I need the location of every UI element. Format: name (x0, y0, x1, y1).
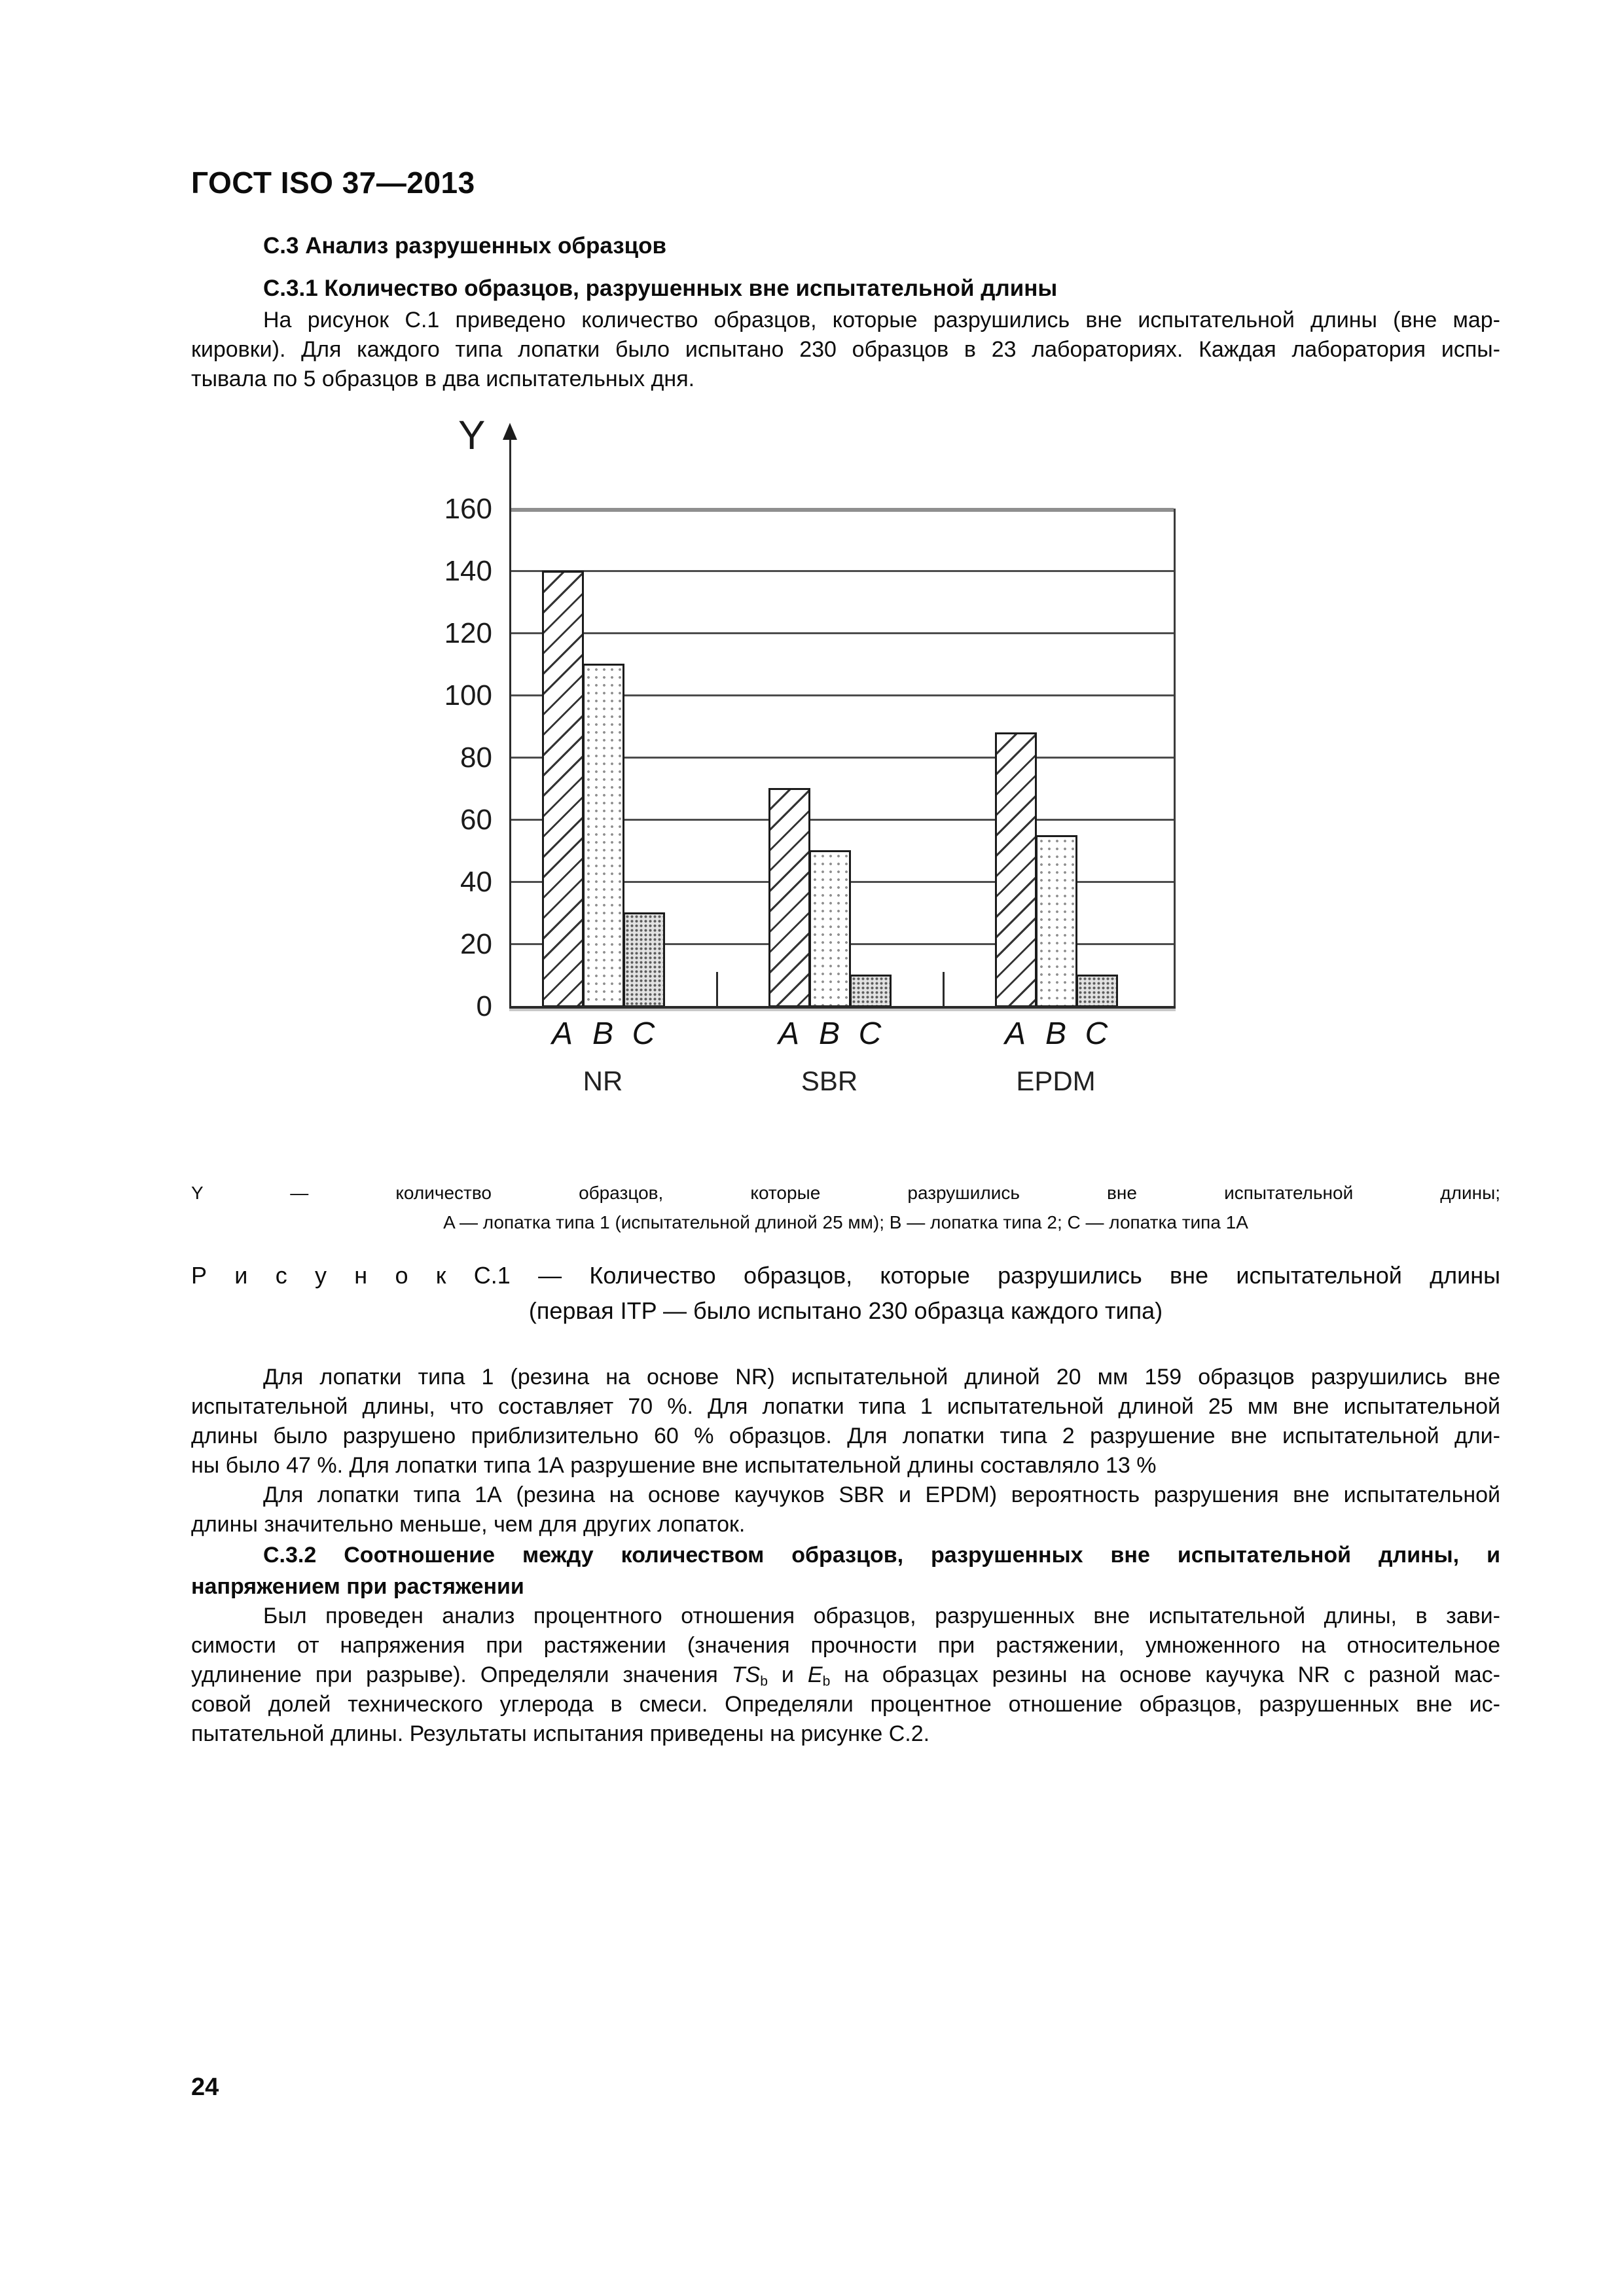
subscript: b (760, 1674, 768, 1689)
bar-label-C-SBR: C (858, 1016, 882, 1051)
bar-label-A-NR: A (551, 1016, 573, 1051)
bar-A-NR (542, 571, 584, 1007)
x-axis-line (509, 1006, 1176, 1009)
text-line: тывала по 5 образцов в два испытательных дня. (191, 367, 695, 391)
math-variable: E (807, 1662, 823, 1687)
figure-c1-legend (191, 1178, 1500, 1237)
text-line: симости от напряжения при растяжении (значения прочности при растяжении, умноженного на относительное (191, 1633, 1500, 1658)
group-label-NR: NR (583, 1066, 623, 1096)
text-line: совой долей технического углерода в смеси. Определяли процентное отношение образцов, разрушенных вне ис- (191, 1692, 1500, 1717)
text-line: Для лопатки типа 1 (резина на основе NR) испытательной длиной 20 мм 159 образцов разрушились вне (263, 1365, 1500, 1390)
y-tick-label-0: 0 (476, 990, 492, 1022)
y-tick-label-100: 100 (444, 679, 492, 711)
subscript: b (822, 1674, 831, 1689)
bar-C-SBR (850, 975, 892, 1007)
plot-right-border (1174, 509, 1176, 1009)
y-tick-label-140: 140 (444, 555, 492, 587)
text-line: Был проведен анализ процентного отношения образцов, разрушенных вне испытательной длины, в зави- (263, 1604, 1500, 1628)
y-tick-label-120: 120 (444, 617, 492, 649)
y-tick-label-160: 160 (444, 493, 492, 525)
y-axis-line (509, 437, 511, 1009)
paragraph-c31-intro (191, 306, 1500, 394)
text-line: Р и с у н о к С.1 — Количество образцов, которые разрушились вне испытательной длины (191, 1262, 1500, 1289)
text-line: испытательной длины, что составляет 70 %. Для лопатки типа 1 испытательной длиной 25 мм вне испытательной (191, 1394, 1500, 1419)
bar-label-A-EPDM: A (1004, 1016, 1026, 1051)
y-axis-arrow-icon (503, 423, 517, 440)
text-line: удлинение при разрыве). Определяли значения TSb и Eb на образцах резины на основе каучука NR с разной мас- (191, 1662, 1500, 1689)
paragraph-results-1 (191, 1363, 1500, 1480)
bar-B-NR (583, 664, 624, 1007)
text-line: кировки). Для каждого типа лопатки было испытано 230 образцов в 23 лабораториях. Каждая лаборатория испы- (191, 337, 1500, 362)
page-number: 24 (191, 2073, 219, 2101)
axis-separator-tick-1 (943, 972, 945, 1006)
gridline-140 (509, 570, 1174, 572)
text-line: пытательной длины. Результаты испытания приведены на рисунке С.2. (191, 1721, 930, 1746)
axis-separator-tick-0 (716, 972, 718, 1006)
text-line: На рисунок С.1 приведено количество образцов, которые разрушились вне испытательной длины (вне мар- (263, 308, 1500, 332)
y-tick-label-60: 60 (460, 804, 492, 836)
text-line: длины было разрушено приблизительно 60 % образцов. Для лопатки типа 2 разрушение вне испытательной дли- (191, 1424, 1500, 1448)
text-line: (первая ITP — было испытано 230 образца каждого типа) (528, 1297, 1163, 1324)
gridline-120 (509, 632, 1174, 634)
paragraph-results-2 (191, 1480, 1500, 1539)
text-line: Для лопатки типа 1А (резина на основе каучуков SBR и EPDM) вероятность разрушения вне испытательной (263, 1482, 1500, 1507)
section-c31-heading: С.3.1 Количество образцов, разрушенных вне испытательной длины (263, 276, 1058, 301)
text-line: С.3.2 Соотношение между количеством образцов, разрушенных вне испытательной длины, и (263, 1543, 1500, 1568)
bar-label-C-EPDM: C (1085, 1016, 1108, 1051)
y-tick-label-20: 20 (460, 928, 492, 960)
y-tick-label-80: 80 (460, 742, 492, 774)
bar-label-C-NR: C (632, 1016, 655, 1051)
text-line: A — лопатка типа 1 (испытательной длиной 25 мм); B — лопатка типа 2; C — лопатка типа 1А (443, 1212, 1248, 1232)
figure-c1-caption (191, 1258, 1500, 1329)
text-line: ны было 47 %. Для лопатки типа 1А разрушение вне испытательной длины составляло 13 % (191, 1453, 1157, 1478)
paragraph-c32-body (191, 1602, 1500, 1749)
text-line: напряжением при растяжении (191, 1574, 524, 1599)
y-tick-label-40: 40 (460, 866, 492, 898)
bar-label-A-SBR: A (778, 1016, 799, 1051)
bar-B-SBR (809, 850, 851, 1007)
section-c32-heading (191, 1539, 1500, 1602)
y-axis-title: Y (458, 413, 486, 458)
section-c3-heading: С.3 Анализ разрушенных образцов (263, 233, 667, 259)
bar-C-EPDM (1076, 975, 1118, 1007)
group-label-EPDM: EPDM (1016, 1066, 1096, 1096)
group-label-SBR: SBR (801, 1066, 858, 1096)
bar-B-EPDM (1036, 835, 1077, 1007)
text-line: Y — количество образцов, которые разрушились вне испытательной длины; (191, 1183, 1500, 1203)
bar-A-EPDM (995, 732, 1037, 1007)
bar-C-NR (623, 912, 665, 1007)
bar-label-B-EPDM: B (1045, 1016, 1066, 1051)
bar-A-SBR (768, 788, 810, 1007)
gridline-160 (509, 508, 1174, 512)
bar-label-B-NR: B (592, 1016, 613, 1051)
bar-label-B-SBR: B (818, 1016, 840, 1051)
doc-header-title: ГОСТ ISO 37—2013 (191, 166, 475, 200)
text-line: длины значительно меньше, чем для других лопаток. (191, 1512, 746, 1537)
math-variable: TS (731, 1662, 761, 1687)
